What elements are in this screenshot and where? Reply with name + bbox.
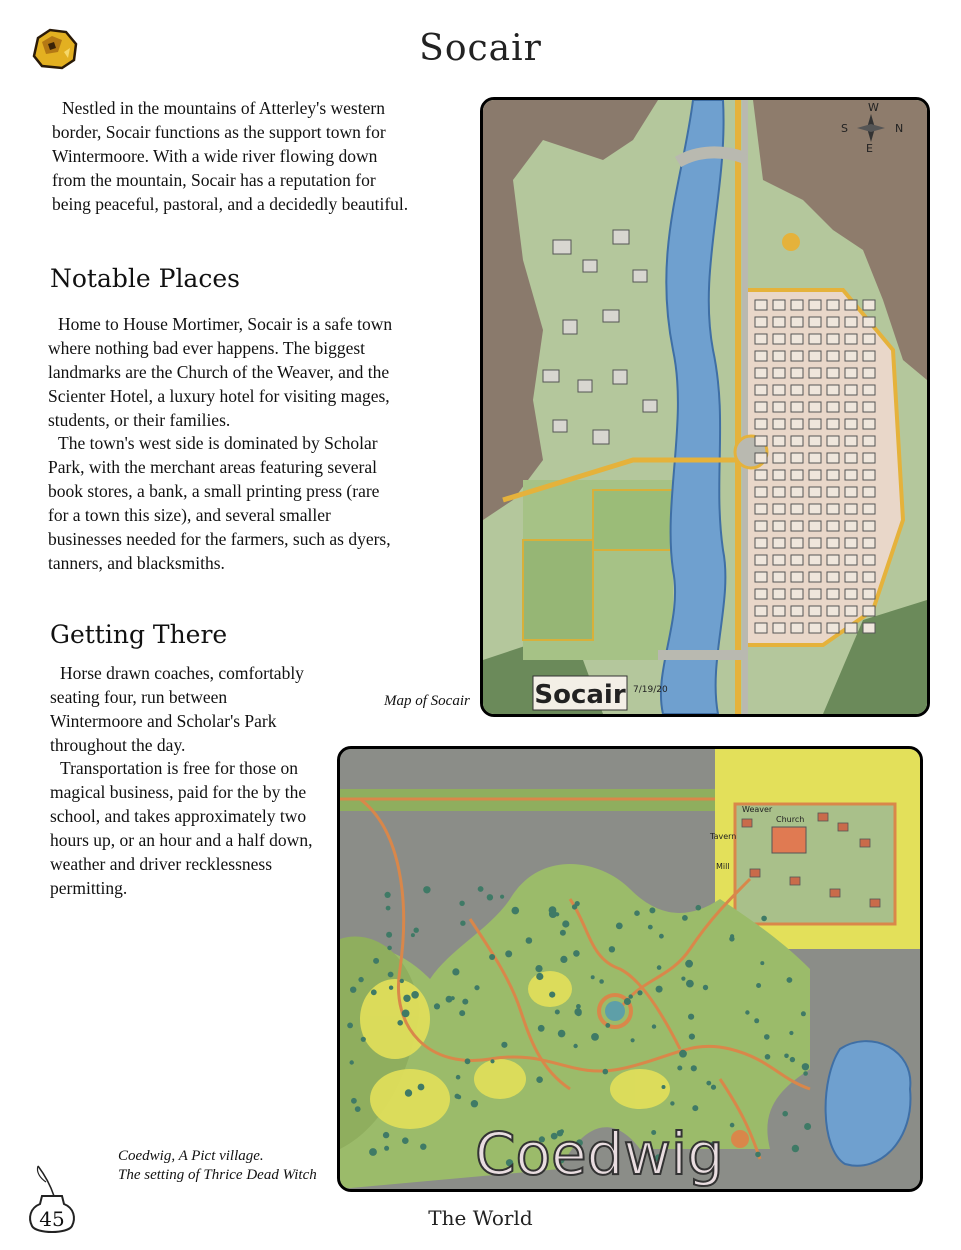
coedwig-tag-weaver: Weaver: [742, 805, 773, 814]
footer-section-title: The World: [428, 1206, 533, 1230]
notable-places-paragraph-1: Home to House Mortimer, Socair is a safe town where nothing bad ever happens. The biggest landmarks are the Church of the Weaver, and the Scienter Hotel, a luxury hotel for visiting mages, students, or their families.: [48, 314, 393, 430]
coedwig-tag-tavern: Tavern: [710, 832, 737, 841]
coedwig-map-caption-line-2: The setting of Thrice Dead Witch: [118, 1167, 317, 1183]
page-number: 45: [39, 1207, 65, 1231]
getting-there-paragraph-1: Horse drawn coaches, comfortably seating four, run between Wintermoore and Scholar's Park throughout the day.: [50, 663, 304, 755]
page-title: Socair: [419, 28, 542, 69]
socair-map: [480, 97, 930, 717]
coedwig-map: [337, 746, 923, 1192]
section-heading-notable-places: Notable Places: [50, 264, 240, 293]
notable-places-paragraph-2: The town's west side is dominated by Scholar Park, with the merchant areas featuring several book stores, a bank, a small printing press (rare for a town this size), and several smaller businesses needed for the farmers, such as dyers, tanners, and blacksmiths.: [48, 433, 391, 573]
compass-w: W: [868, 101, 879, 114]
compass-e: E: [866, 142, 873, 155]
socair-map-label: Socair: [534, 680, 626, 710]
getting-there-paragraph-2: Transportation is free for those on magical business, paid for the by the school, and takes approximately two hours up, or an hour and a half down, weather and driver recklessness permitting.: [50, 758, 313, 898]
coedwig-map-label: Coedwig: [475, 1120, 724, 1188]
socair-map-date: 7/19/20: [633, 685, 668, 695]
intro-paragraph: Nestled in the mountains of Atterley's western border, Socair functions as the support town for Wintermoore. With a wide river flowing down from the mountain, Socair has a reputation for being peaceful, pastoral, and a decidedly beautiful.: [52, 98, 409, 214]
compass-s: S: [841, 122, 848, 135]
coedwig-tag-church: Church: [776, 815, 805, 824]
coedwig-map-caption-line-1: Coedwig, A Pict village.: [118, 1148, 264, 1164]
compass-n: N: [895, 122, 904, 135]
section-heading-getting-there: Getting There: [50, 620, 228, 649]
socair-map-caption: Map of Socair: [384, 693, 470, 709]
coedwig-tag-mill: Mill: [716, 862, 730, 871]
